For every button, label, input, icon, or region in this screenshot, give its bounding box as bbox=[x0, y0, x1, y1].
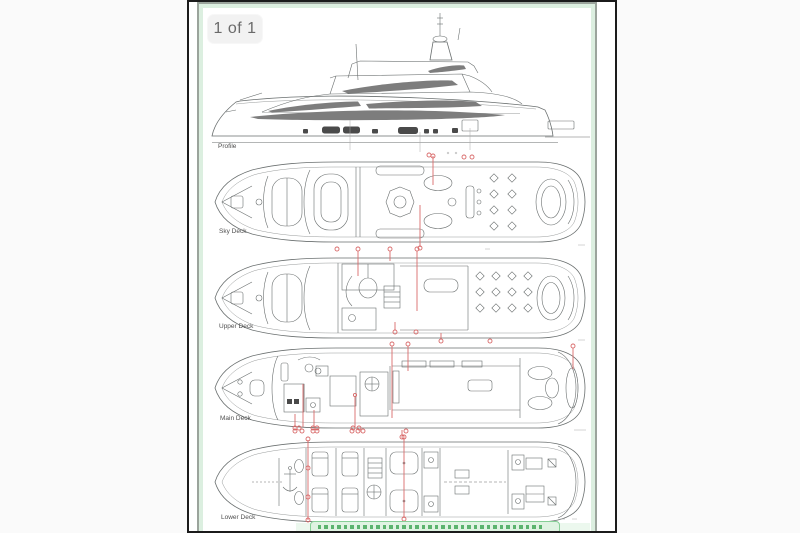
highlighted-dimension-text bbox=[318, 525, 544, 529]
figure-label-upper-deck: Upper Deck bbox=[219, 323, 254, 330]
upper-deck-drawing bbox=[215, 247, 585, 343]
figure-label-main-deck: Main Deck bbox=[220, 415, 251, 422]
spiral-stairs-icon bbox=[367, 485, 381, 499]
figure-label-lower-deck: Lower Deck bbox=[221, 514, 256, 521]
figure-label-sky-deck: Sky Deck bbox=[219, 228, 247, 235]
sky-deck-drawing bbox=[215, 154, 585, 250]
main-deck-drawing bbox=[215, 342, 586, 439]
page-indicator-label: 1 of 1 bbox=[213, 20, 257, 37]
figure-label-profile: Profile bbox=[218, 143, 237, 150]
lower-deck-drawing bbox=[215, 429, 585, 522]
profile-drawing bbox=[212, 13, 590, 157]
yacht-deck-plans-drawing bbox=[203, 8, 591, 533]
spiral-stairs-icon bbox=[365, 377, 379, 391]
page-indicator-badge bbox=[208, 15, 262, 43]
document-page bbox=[197, 2, 597, 533]
highlighted-annotation-row[interactable] bbox=[310, 521, 560, 533]
viewer-frame bbox=[187, 0, 617, 533]
